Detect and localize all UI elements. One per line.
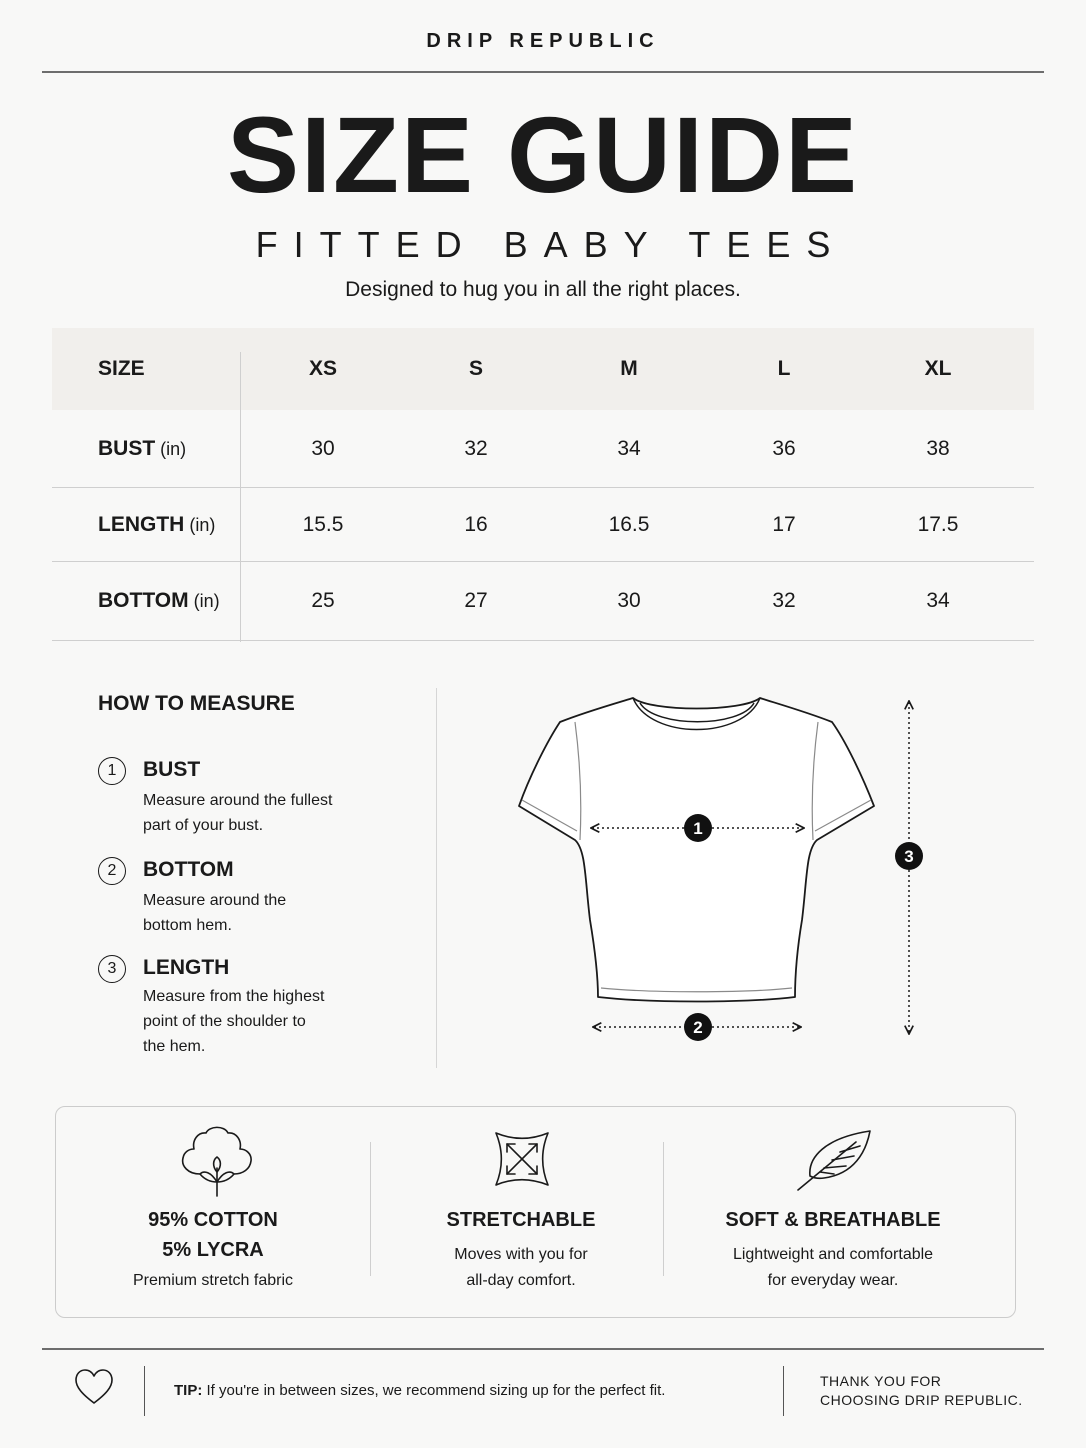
brand-name: DRIP REPUBLIC: [426, 30, 660, 52]
row-divider: [52, 640, 1034, 641]
row-unit: (in): [189, 514, 216, 535]
how-to-measure-title: HOW TO MEASURE: [98, 692, 295, 715]
table-cell: 38: [926, 437, 950, 460]
row-label-bust: [98, 410, 186, 488]
step-title-bust: BUST: [143, 758, 201, 781]
table-cell: 32: [464, 437, 488, 460]
table-cell: 15.5: [302, 513, 344, 536]
step-description: [143, 888, 286, 938]
tip-label: TIP:: [174, 1382, 203, 1399]
header-size-label: SIZE: [98, 357, 145, 380]
step-number: 3: [98, 955, 126, 983]
header-size-m: M: [620, 357, 638, 380]
table-cell: 17.5: [917, 513, 959, 536]
table-cell: 34: [617, 437, 641, 460]
step-desc-line: Measure around the fullest: [143, 792, 333, 809]
page-title: SIZE GUIDE: [226, 94, 860, 215]
step-desc-line: Measure around the: [143, 892, 287, 909]
feature-desc: [397, 1242, 645, 1294]
thanks-line: CHOOSING DRIP REPUBLIC.: [820, 1392, 1023, 1408]
cotton-icon: [178, 1122, 256, 1198]
measure-divider: [436, 688, 437, 1068]
tshirt-diagram: [500, 680, 940, 1050]
feature-title-line: 95% COTTON: [148, 1209, 278, 1231]
diagram-label-bust: 1: [693, 819, 703, 838]
feature-desc-line: for everyday wear.: [767, 1272, 899, 1289]
feature-divider: [663, 1142, 664, 1276]
row-label-bottom: [98, 562, 220, 640]
footer-rule: [42, 1348, 1044, 1350]
footer-divider: [144, 1366, 145, 1416]
feature-desc-line: Premium stretch fabric: [132, 1272, 294, 1289]
step-desc-line: bottom hem.: [143, 917, 232, 934]
step-desc-line: part of your bust.: [143, 817, 264, 834]
feature-desc-line: Moves with you for: [454, 1246, 588, 1263]
table-cell: 34: [926, 589, 950, 612]
table-cell: 30: [311, 437, 335, 460]
table-cell: 25: [311, 589, 335, 612]
page-subtitle: FITTED BABY TEES: [255, 224, 847, 265]
row-label-text: LENGTH: [98, 513, 185, 536]
row-label-text: BUST: [98, 437, 156, 460]
table-cell: 16.5: [608, 513, 650, 536]
table-cell: 27: [464, 589, 488, 612]
tip-body: If you're in between sizes, we recommend sizing up for the perfect fit.: [202, 1382, 666, 1399]
diagram-label-length: 3: [904, 847, 914, 866]
feature-desc-line: Lightweight and comfortable: [732, 1246, 934, 1263]
row-label-text: BOTTOM: [98, 589, 189, 612]
header-size-l: L: [777, 357, 791, 380]
step-number: 1: [98, 757, 126, 785]
thank-you-note: [820, 1372, 1023, 1410]
header-size-s: S: [468, 357, 483, 380]
feature-desc-line: all-day comfort.: [466, 1272, 576, 1289]
table-cell: 17: [772, 513, 796, 536]
feature-desc: [693, 1242, 973, 1294]
tagline: Designed to hug you in all the right places.: [345, 278, 741, 301]
heart-icon: [74, 1368, 114, 1406]
tip-text: [174, 1382, 665, 1399]
feature-title-soft: SOFT & BREATHABLE: [725, 1209, 941, 1231]
step-desc-line: point of the shoulder to: [143, 1013, 306, 1030]
feather-icon: [794, 1128, 874, 1192]
row-unit: (in): [193, 590, 220, 611]
step-description: [143, 984, 324, 1059]
header-size-xl: XL: [924, 357, 952, 380]
row-label-length: [98, 488, 215, 562]
feature-title-line: 5% LYCRA: [162, 1239, 264, 1261]
table-header: [52, 328, 1034, 410]
header-size-xs: XS: [308, 357, 337, 380]
table-cell: 32: [772, 589, 796, 612]
table-cell: 30: [617, 589, 641, 612]
step-description: [143, 788, 332, 838]
feature-desc: [90, 1268, 336, 1294]
step-desc-line: Measure from the highest: [143, 988, 325, 1005]
step-title-bottom: BOTTOM: [143, 858, 234, 881]
table-cell: 16: [464, 513, 488, 536]
header-rule: [42, 71, 1044, 73]
step-desc-line: the hem.: [143, 1038, 206, 1055]
feature-divider: [370, 1142, 371, 1276]
table-column-divider: [240, 352, 241, 642]
thanks-line: THANK YOU FOR: [820, 1373, 942, 1389]
step-number: 2: [98, 857, 126, 885]
table-cell: 36: [772, 437, 796, 460]
footer-divider: [783, 1366, 784, 1416]
size-table: [52, 328, 1034, 642]
row-unit: (in): [160, 438, 187, 459]
stretch-icon: [493, 1130, 551, 1188]
diagram-label-bottom: 2: [693, 1018, 703, 1037]
feature-title-stretchable: STRETCHABLE: [446, 1209, 596, 1231]
step-title-length: LENGTH: [143, 956, 230, 979]
feature-title: [100, 1205, 326, 1265]
